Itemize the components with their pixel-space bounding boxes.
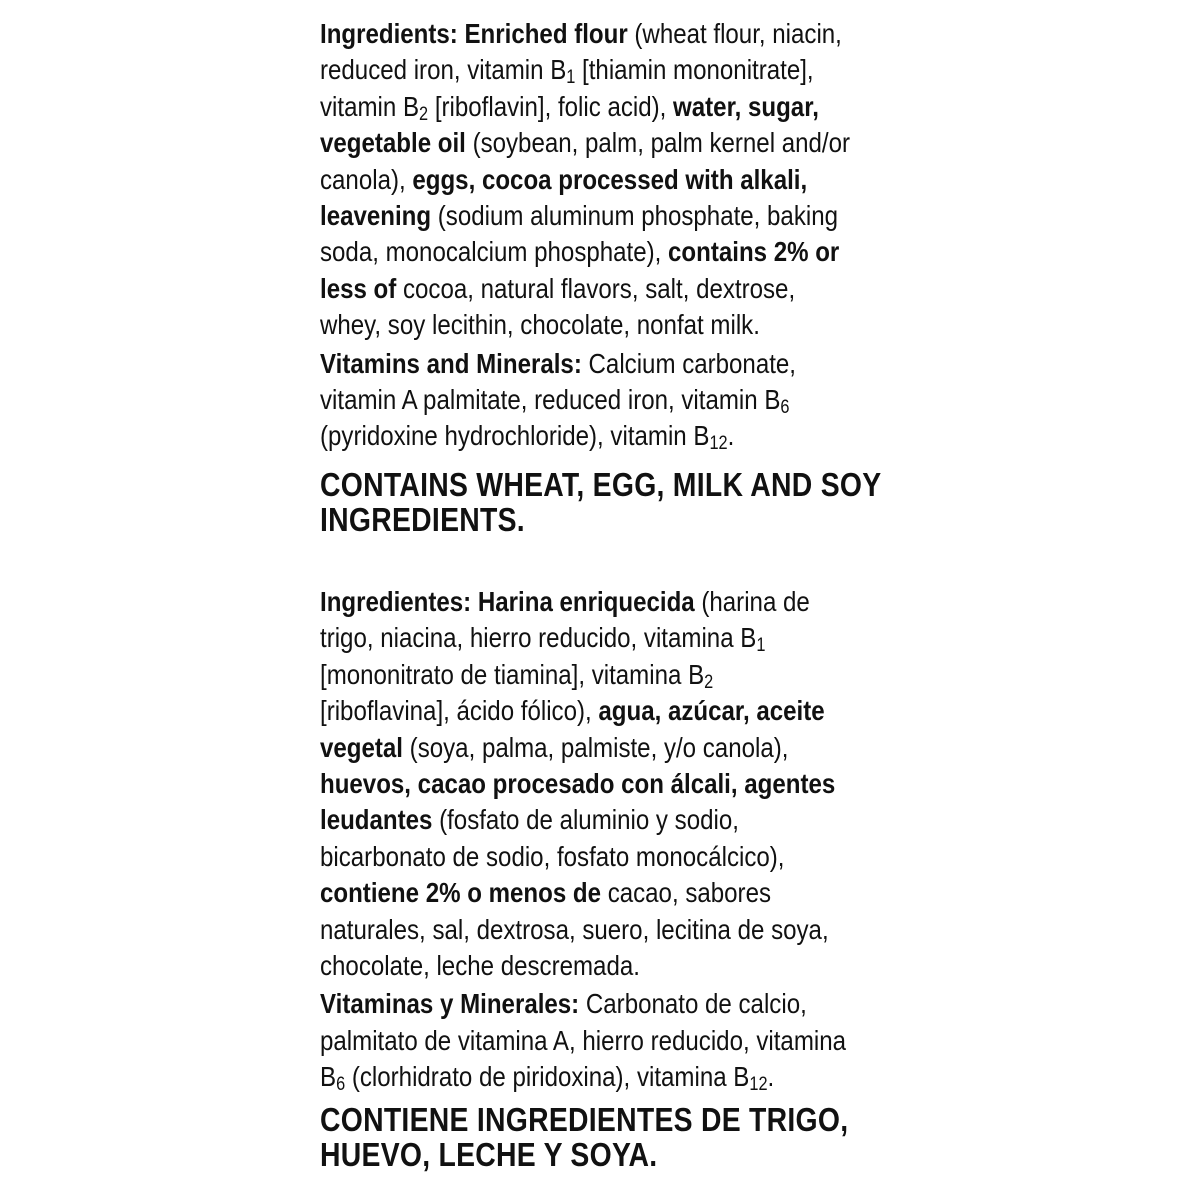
text-line (320, 271, 836, 307)
subscript: 2 (419, 103, 429, 125)
text-run: chocolate, leche descremada. (320, 949, 640, 981)
bold-text: less of (320, 272, 397, 304)
allergen-line: CONTIENE INGREDIENTES DE TRIGO, (320, 1100, 849, 1138)
text-run: whey, soy lecithin, chocolate, nonfat milk. (320, 309, 760, 341)
text-run: naturales, sal, dextrosa, suero, lecitina de soya, (320, 913, 829, 945)
bold-text: Harina enriquecida (477, 585, 695, 617)
text-line (320, 875, 836, 911)
bold-text: vegetal (320, 731, 403, 763)
subscript: 1 (566, 67, 576, 89)
bold-text: leudantes (320, 804, 433, 836)
text-run: (pyridoxine hydrochloride), vitamin B (320, 420, 710, 452)
allergen-line: CONTAINS WHEAT, EGG, MILK AND SOY (320, 465, 882, 503)
text-line (320, 584, 836, 620)
spanish-vitamins-paragraph (320, 986, 847, 1096)
text-run: (fosfato de aluminio y sodio, (432, 804, 739, 836)
bold-text: Enriched flour (464, 18, 628, 49)
section-heading: Ingredientes: (320, 585, 472, 617)
text-line (320, 986, 836, 1022)
bold-text: leavening (320, 200, 432, 232)
text-line (320, 620, 836, 656)
bold-text: contains 2% or (668, 236, 840, 268)
spanish-allergen-statement (320, 1100, 849, 1173)
subscript: 6 (336, 1074, 346, 1096)
text-line (320, 382, 836, 418)
english-vitamins-paragraph (320, 346, 836, 455)
section-heading: Ingredients: (320, 18, 458, 49)
text-line (320, 1059, 836, 1095)
english-section (320, 16, 920, 537)
text-line (320, 234, 840, 270)
text-line (320, 16, 842, 52)
text-run: (sodium aluminum phosphate, baking (431, 200, 839, 232)
bold-text: water, sugar, (673, 90, 819, 122)
text-line (320, 802, 836, 838)
text-line (320, 307, 836, 343)
section-heading: Vitamins and Minerals: (320, 347, 582, 379)
text-line (320, 125, 851, 161)
text-run: vitamin A palmitate, reduced iron, vitamin B (320, 384, 781, 416)
text-line (320, 89, 836, 125)
text-run: [riboflavina], ácido fólico), (320, 695, 599, 727)
text-line (320, 198, 839, 234)
allergen-line: INGREDIENTS. (320, 500, 525, 538)
text-run: (soya, palma, palmiste, y/o canola), (402, 731, 789, 763)
text-run: . (767, 1061, 775, 1093)
text-line (320, 657, 836, 693)
text-run: bicarbonato de sodio, fosfato monocálcico), (320, 840, 785, 872)
section-spacer (320, 537, 920, 584)
ingredient-label-panel (320, 16, 920, 1172)
spanish-ingredients-paragraph (320, 584, 836, 984)
text-run: (wheat flour, niacin, (627, 18, 842, 49)
bold-text: huevos, cacao procesado con álcali, agentes (320, 767, 836, 799)
section-heading: Vitaminas y Minerales: (320, 988, 580, 1020)
text-run: soda, monocalcium phosphate), (320, 236, 669, 268)
text-run: Calcium carbonate, (581, 347, 796, 379)
english-allergen-statement (320, 465, 882, 538)
text-run: . (727, 420, 735, 452)
allergen-line: HUEVO, LECHE Y SOYA. (320, 1135, 658, 1173)
text-line (320, 162, 836, 198)
text-line (320, 52, 836, 88)
text-line (320, 693, 836, 729)
subscript: 12 (709, 433, 728, 455)
text-line (320, 948, 836, 984)
bold-text: eggs, cocoa processed with alkali, (412, 163, 808, 195)
subscript: 1 (756, 635, 766, 657)
subscript: 12 (749, 1074, 768, 1096)
text-line (320, 1023, 847, 1059)
english-ingredients-paragraph (320, 16, 851, 344)
text-run: B (320, 1061, 337, 1093)
text-line (320, 730, 836, 766)
text-run: palmitato de vitamina A, hierro reducido, vitamina (320, 1024, 847, 1056)
text-run: reduced iron, vitamin B (320, 54, 567, 86)
text-run: (clorhidrato de piridoxina), vitamina B (345, 1061, 750, 1093)
text-line (320, 912, 836, 948)
subscript: 2 (704, 671, 714, 693)
text-run: [mononitrato de tiamina], vitamina B (320, 658, 705, 690)
text-run: canola), (320, 163, 413, 195)
text-run: [riboflavin], folic acid), (428, 90, 674, 122)
text-run: (harina de (694, 585, 810, 617)
text-run: [thiamin mononitrate], (575, 54, 814, 86)
text-line (320, 418, 836, 454)
text-line (320, 839, 836, 875)
bold-text: vegetable oil (320, 127, 466, 159)
text-run: cacao, sabores (601, 877, 772, 909)
bold-text: contiene 2% o menos de (320, 877, 602, 909)
subscript: 6 (780, 397, 790, 419)
text-run: vitamin B (320, 90, 420, 122)
text-run: trigo, niacina, hierro reducido, vitamina B (320, 622, 757, 654)
text-run: cocoa, natural flavors, salt, dextrose, (396, 272, 796, 304)
text-line (320, 766, 836, 802)
text-run: Carbonato de calcio, (579, 988, 807, 1020)
spanish-section (320, 584, 920, 1172)
text-line (320, 346, 836, 382)
bold-text: agua, azúcar, aceite (598, 695, 825, 727)
text-run: (soybean, palm, palm kernel and/or (465, 127, 851, 159)
